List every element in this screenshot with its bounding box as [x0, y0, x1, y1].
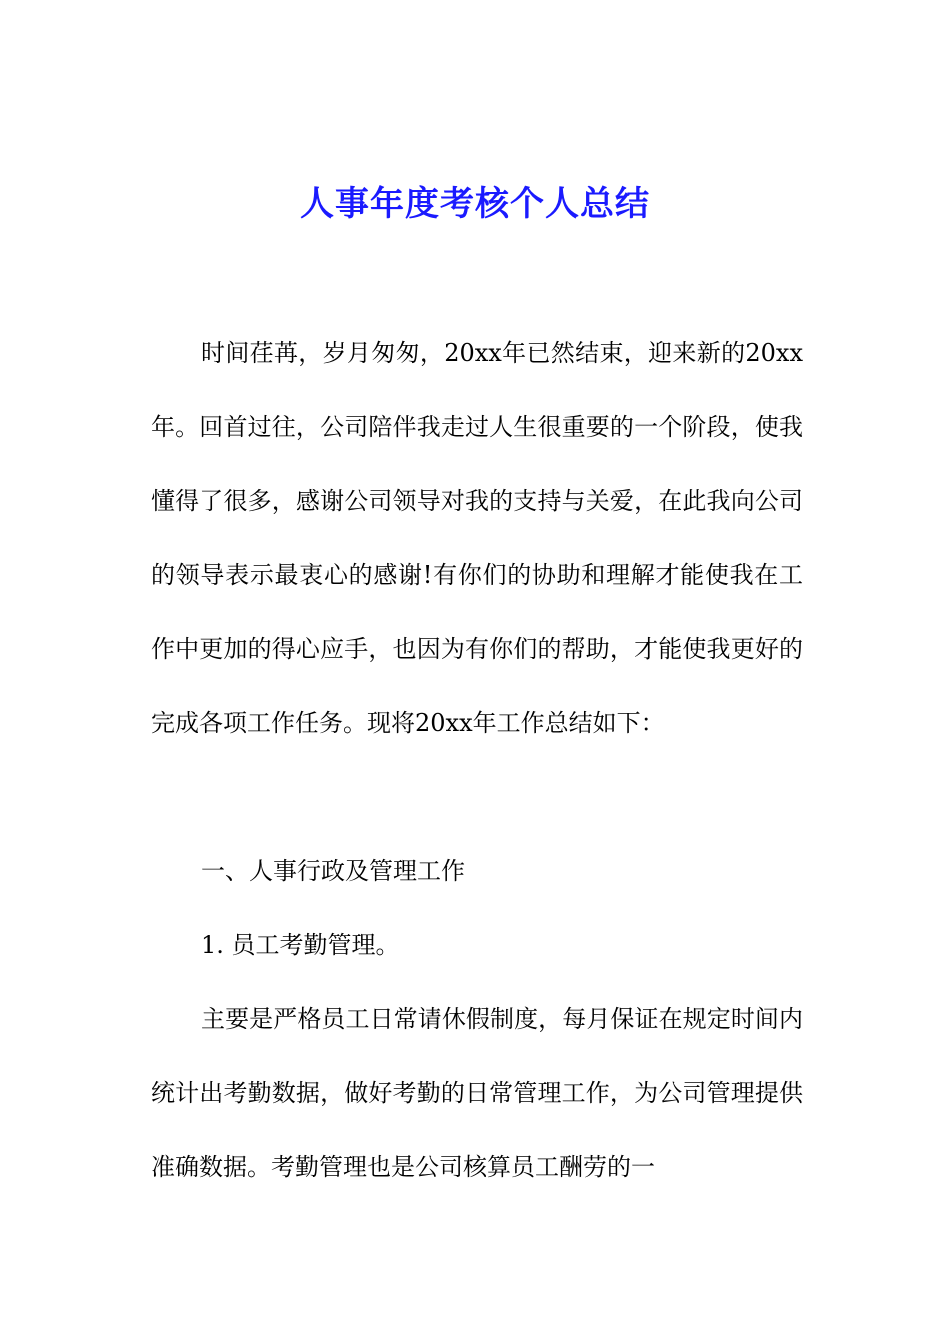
section-heading-block: [151, 834, 803, 908]
attendance-paragraph-block: [151, 982, 803, 1204]
document-body: [151, 316, 803, 760]
document-title: 人事年度考核个人总结: [300, 184, 650, 224]
section-heading: 一、人事行政及管理工作: [201, 857, 465, 885]
paragraph-attendance: 主要是严格员工日常请休假制度，每月保证在规定时间内统计出考勤数据，做好考勤的日常管理工作，为公司管理提供准确数据。考勤管理也是公司核算员工酬劳的一: [151, 1005, 803, 1181]
paragraph-intro: 时间荏苒，岁月匆匆，20xx年已然结束，迎来新的20xx年。回首过往，公司陪伴我走过人生很重要的一个阶段，使我懂得了很多，感谢公司领导对我的支持与关爱，在此我向公司的领导表示最衷心的感谢!有你们的协助和理解才能使我在工作中更加的得心应手，也因为有你们的帮助，才能使我更好的完成各项工作任务。现将20xx年工作总结如下：: [151, 339, 803, 737]
subsection-heading-block: [151, 908, 803, 982]
subsection-heading: 1. 员工考勤管理。: [201, 931, 400, 959]
